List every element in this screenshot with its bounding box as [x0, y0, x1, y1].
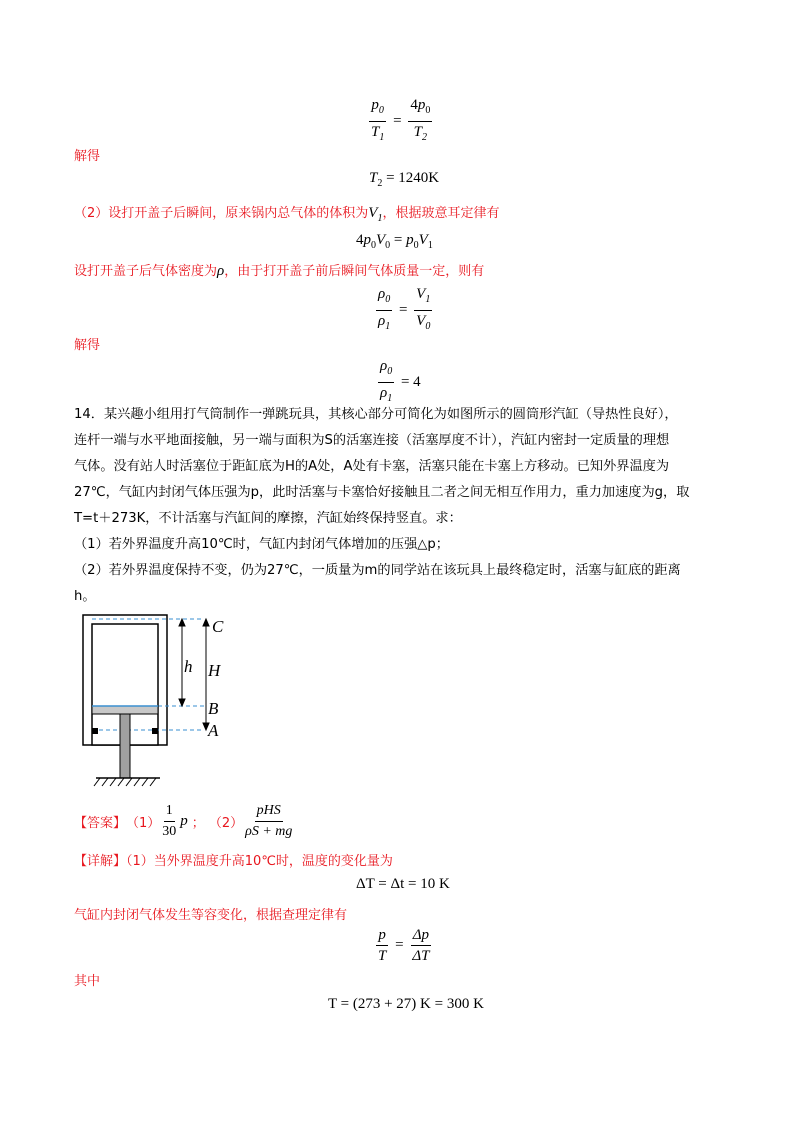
connecting-rod	[120, 714, 130, 778]
problem-line: 27℃，气缸内封闭气体压强为p，此时活塞与卡塞恰好接触且二者之间无相互作用力，重力加速度为g，取	[74, 485, 690, 500]
density-text: 设打开盖子后气体密度为ρ，由于打开盖子前后瞬间气体质量一定，则有	[74, 263, 485, 279]
label-B: B	[208, 699, 219, 718]
question-1: （1）若外界温度升高10℃时，气缸内封闭气体增加的压强△p；	[74, 537, 449, 552]
stopper-right	[152, 728, 158, 734]
problem-line: 连杆一端与水平地面接触，另一端与面积为S的活塞连接（活塞厚度不计），汽缸内密封一定质量的理想	[74, 433, 670, 448]
equation-8: T = (273 + 27) K = 300 K	[328, 996, 484, 1012]
explain-line: 【详解】（1）当外界温度升高10℃时，温度的变化量为	[74, 854, 393, 869]
label-h: h	[184, 657, 193, 676]
part2-text: （2）设打开盖子后瞬间，原来锅内总气体的体积为$V_1$，根据玻意耳定律有	[74, 205, 500, 224]
problem-line: 气体。没有站人时活塞位于距缸底为H的A处，A处有卡塞，活塞只能在卡塞上方移动。已知外界温度为	[74, 459, 670, 474]
equation-3: $4p_0V_0 = p_0V_1$	[356, 232, 433, 251]
ground-hatch	[94, 778, 156, 786]
equation-7: $\frac{p}{T}$ = $\frac{\Delta p}{\Delta T}$	[378, 927, 430, 964]
cylinder-figure	[70, 610, 240, 790]
answer-line: 【答案】 （1） $\frac{1}{30}$ p ； （2） $\frac{\text{pHS}}{\rho S + mg}$	[74, 803, 293, 839]
equation-6: ΔT = Δt = 10 K	[356, 876, 450, 892]
solve-label-2: 解得	[74, 338, 101, 353]
label-C: C	[212, 617, 224, 636]
problem-14	[74, 402, 734, 610]
equation-2: $T_2 = 1240K$	[369, 170, 440, 189]
charles-text: 气缸内封闭气体发生等容变化，根据查理定律有	[74, 908, 348, 923]
label-H: H	[208, 661, 221, 680]
equation-5: $\frac{\rho_0}{\rho_1}$ = 4	[380, 358, 421, 404]
problem-line: T=t＋273K，不计活塞与汽缸间的摩擦，汽缸始终保持竖直。求：	[74, 511, 462, 526]
answer-tag: 【答案】	[74, 816, 127, 831]
piston	[92, 706, 158, 714]
question-2: （2）若外界温度保持不变，仍为27℃，一质量为m的同学站在该玩具上最终稳定时，活塞与缸底的距离	[74, 563, 681, 578]
where-label: 其中	[74, 974, 101, 989]
solve-label-1: 解得	[74, 149, 101, 164]
explain-tag: 【详解】	[74, 854, 127, 869]
label-A: A	[208, 721, 219, 740]
question-2-cont: h。	[74, 589, 96, 604]
equation-4: $\frac{\rho_0}{\rho_1}$ = $\frac{V_1}{V_0}$	[378, 286, 431, 332]
problem-line: 14．某兴趣小组用打气筒制作一弹跳玩具，其核心部分可简化为如图所示的圆筒形汽缸（导热性良好），	[74, 407, 678, 422]
stopper-left	[92, 728, 98, 734]
equation-1: $\frac{p_0}{T_1}$ = $\frac{4p_0}{T_2}$	[371, 97, 431, 143]
